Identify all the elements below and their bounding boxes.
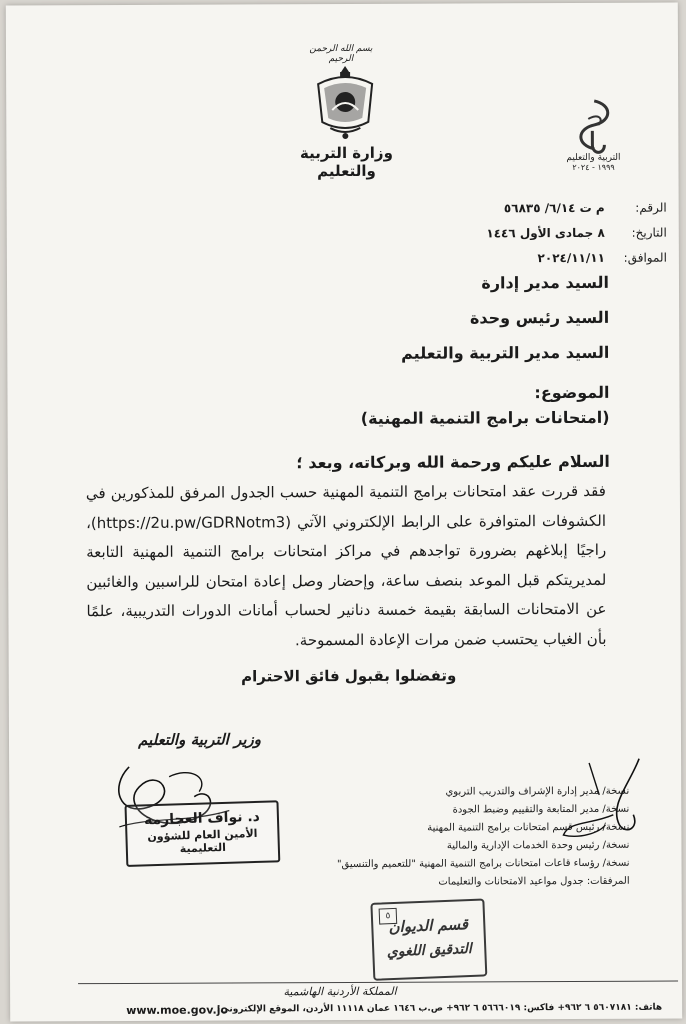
side-logo-caption	[548, 153, 638, 172]
closing: وتفضلوا بقبول فائق الاحترام	[241, 666, 457, 686]
cc-item: نسخة/ رئيس قسم امتحانات برامج التنمية المهنية	[427, 821, 630, 834]
diwan-stamp-number: ٥	[379, 908, 398, 925]
gregorian-date-label: الموافق:	[623, 250, 667, 265]
cc-item: نسخة/ رؤساء قاعات امتحانات برامج التنمية المهنية "للتعميم والتنسيق"	[336, 857, 630, 871]
subject-label: الموضوع:	[534, 382, 610, 403]
addressees	[309, 265, 609, 371]
footer-contact: هاتف: ٥٦٠٧١٨١ ٦ ٩٦٢+ فاكس: ٥٦٦٦٠١٩ ٦ ٩٦٢+ ص.ب ١٦٤٦ عمان ١١١١٨ الأردن، الموقع الإلكتروني:	[216, 1002, 663, 1015]
greeting: السلام عليكم ورحمة الله وبركاته، وبعد ؛	[296, 451, 610, 473]
reference-number-label: الرقم:	[635, 200, 667, 215]
diwan-stamp	[370, 898, 487, 980]
signatory-name: د. نواف العجارمة	[143, 808, 261, 829]
hijri-date-value: ٨ جمادى الأول ١٤٤٦	[486, 225, 605, 241]
hijri-date-label: التاريخ:	[631, 225, 667, 240]
reference-number-value: م ت ٦/١٤/ ٥٦٨٣٥	[503, 200, 605, 216]
letter-body: فقد قررت عقد امتحانات برامج التنمية المهنية حسب الجدول المرفق للمذكورين في الكشوفات المتوافرة على الرابط الإلكتروني الآتي (https://2u.pw/GDRNotm3)، راجيًا إبلاغهم بضرورة تواجدهم في مراكز امتحانات برامج التنمية المهنية التابعة لمديريتكم قبل الموعد بنصف ساعة، وإحضار وصل إعادة امتحان للراسبين والغائبين عن الامتحانات السابقة بقيمة خمسة دنانير لحساب أمانات الدورات التدريبية، علمًا بأن الغياب يحتسب ضمن مرات الإعادة المسموحة.	[85, 481, 607, 649]
basmala: بسم الله الرحمن الرحيم	[309, 43, 373, 65]
ministry-name: وزارة التربية والتعليم	[299, 143, 393, 181]
signatory-stamp	[124, 800, 280, 867]
subject: (امتحانات برامج التنمية المهنية)	[360, 407, 610, 428]
addressee-directorate: السيد مدير إدارة	[481, 272, 610, 293]
side-logo-years: ١٩٩٩ - ٢٠٢٤	[572, 162, 615, 173]
reference-block	[477, 196, 667, 272]
jordan-coat-of-arms-icon	[310, 62, 380, 142]
cc-item: نسخة/ مدير المتابعة والتقييم وضبط الجودة	[452, 803, 630, 816]
signatory-title: وزير التربية والتعليم	[138, 730, 262, 749]
cc-list	[299, 783, 629, 892]
diwan-stamp-line1: قسم الديوان	[388, 915, 469, 937]
letter-page	[6, 3, 682, 1022]
gregorian-date-value: ٢٠٢٤/١١/١١	[537, 250, 605, 266]
cc-item: نسخة/ رئيس وحدة الخدمات الإدارية والمالية	[446, 839, 630, 852]
footer-divider	[78, 981, 678, 985]
diwan-stamp-line2: التدقيق اللغوي	[386, 940, 473, 961]
attachments: المرفقات: جدول مواعيد الامتحانات والتعليمات	[438, 875, 630, 888]
footer-website-link[interactable]: www.moe.gov.jo	[126, 1003, 229, 1017]
signatory-position: الأمين العام للشؤون التعليمية	[147, 826, 258, 856]
addressee-unit: السيد رئيس وحدة	[469, 307, 610, 328]
cc-item: نسخة/ مدير إدارة الإشراف والتدريب التربوي	[445, 785, 630, 798]
addressee-education-director: السيد مدير التربية والتعليم	[401, 342, 610, 363]
reference-number-row	[477, 196, 667, 222]
footer-kingdom: المملكة الأردنية الهاشمية	[283, 984, 397, 999]
hijri-date-row	[477, 221, 667, 247]
side-logo-caption-text: التربية والتعليم	[566, 152, 621, 164]
